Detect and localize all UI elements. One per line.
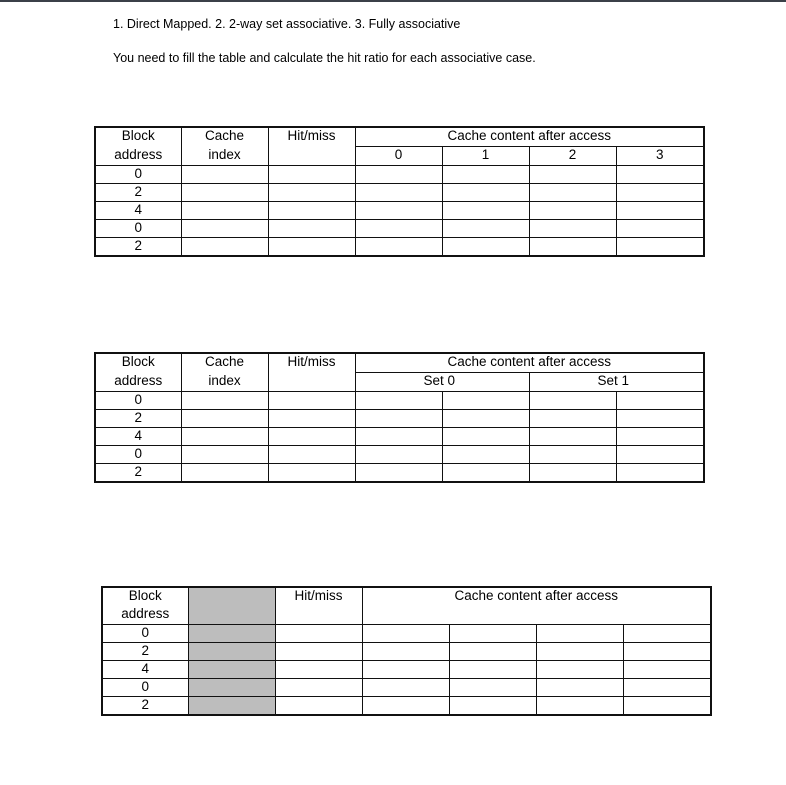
empty-cell[interactable] [616, 446, 704, 464]
empty-cell[interactable] [616, 184, 704, 202]
shaded-cache-index-cell [188, 661, 275, 679]
empty-cell[interactable] [442, 392, 529, 410]
block-address-cell: 2 [95, 464, 181, 483]
hitmiss-header-cont [275, 606, 362, 625]
empty-cell[interactable] [181, 392, 268, 410]
block-address-cell: 2 [95, 238, 181, 257]
cache-content-header-cont [362, 606, 711, 625]
empty-cell[interactable] [442, 238, 529, 257]
table-row [95, 166, 704, 184]
table-row [95, 464, 704, 483]
empty-cell[interactable] [442, 464, 529, 483]
block-address-cell: 0 [95, 446, 181, 464]
block-address-cell: 4 [95, 428, 181, 446]
empty-cell[interactable] [529, 410, 616, 428]
empty-cell[interactable] [442, 166, 529, 184]
top-border [0, 0, 786, 2]
direct-mapped-table [94, 126, 705, 257]
empty-cell[interactable] [449, 625, 536, 643]
empty-cell[interactable] [362, 661, 449, 679]
empty-cell[interactable] [268, 392, 355, 410]
empty-cell[interactable] [616, 202, 704, 220]
empty-cell[interactable] [616, 238, 704, 257]
table-row [95, 428, 704, 446]
shaded-cache-index-cell [188, 587, 275, 606]
empty-cell[interactable] [536, 661, 623, 679]
empty-cell[interactable] [268, 184, 355, 202]
block-header: Block [102, 587, 188, 606]
address-header: address [95, 147, 181, 166]
empty-cell[interactable] [355, 220, 442, 238]
empty-cell[interactable] [536, 643, 623, 661]
empty-cell[interactable] [355, 446, 442, 464]
table-row [95, 220, 704, 238]
set-0-header: Set 0 [355, 373, 529, 392]
index-header: index [181, 147, 268, 166]
index-header: index [181, 373, 268, 392]
hitmiss-header-cont [268, 147, 355, 166]
table-row [95, 392, 704, 410]
empty-cell[interactable] [536, 679, 623, 697]
empty-cell[interactable] [181, 184, 268, 202]
empty-cell[interactable] [623, 625, 711, 643]
hitmiss-header: Hit/miss [268, 127, 355, 147]
block-address-cell: 4 [95, 202, 181, 220]
empty-cell[interactable] [536, 697, 623, 716]
block-address-cell: 4 [102, 661, 188, 679]
empty-cell[interactable] [355, 238, 442, 257]
empty-cell[interactable] [529, 202, 616, 220]
column-2-header: 2 [529, 147, 616, 166]
empty-cell[interactable] [529, 220, 616, 238]
block-address-cell: 0 [95, 220, 181, 238]
empty-cell[interactable] [616, 220, 704, 238]
block-header: Block [95, 353, 181, 373]
empty-cell[interactable] [181, 166, 268, 184]
intro-text: 1. Direct Mapped. 2. 2-way set associative. 3. Fully associative [113, 17, 461, 31]
table-row [102, 625, 711, 643]
cache-content-header: Cache content after access [355, 127, 704, 147]
empty-cell[interactable] [355, 464, 442, 483]
empty-cell[interactable] [616, 464, 704, 483]
empty-cell[interactable] [275, 643, 362, 661]
empty-cell[interactable] [529, 392, 616, 410]
empty-cell[interactable] [181, 238, 268, 257]
table-row [102, 679, 711, 697]
column-0-header: 0 [355, 147, 442, 166]
empty-cell[interactable] [536, 625, 623, 643]
empty-cell[interactable] [268, 464, 355, 483]
empty-cell[interactable] [181, 220, 268, 238]
fully-associative-table [101, 586, 712, 716]
empty-cell[interactable] [442, 184, 529, 202]
empty-cell[interactable] [275, 697, 362, 716]
shaded-cache-index-cell [188, 643, 275, 661]
empty-cell[interactable] [275, 679, 362, 697]
table-row [95, 202, 704, 220]
empty-cell[interactable] [442, 410, 529, 428]
table-row [102, 661, 711, 679]
empty-cell[interactable] [181, 464, 268, 483]
empty-cell[interactable] [623, 679, 711, 697]
empty-cell[interactable] [268, 220, 355, 238]
empty-cell[interactable] [355, 428, 442, 446]
empty-cell[interactable] [623, 643, 711, 661]
hitmiss-header: Hit/miss [275, 587, 362, 606]
empty-cell[interactable] [442, 428, 529, 446]
address-header: address [95, 373, 181, 392]
two-way-set-associative-table [94, 352, 705, 483]
shaded-cache-index-cell [188, 625, 275, 643]
empty-cell[interactable] [181, 410, 268, 428]
empty-cell[interactable] [529, 166, 616, 184]
empty-cell[interactable] [449, 679, 536, 697]
table-row [95, 410, 704, 428]
empty-cell[interactable] [275, 661, 362, 679]
empty-cell[interactable] [268, 238, 355, 257]
empty-cell[interactable] [442, 220, 529, 238]
block-address-cell: 0 [95, 392, 181, 410]
empty-cell[interactable] [529, 464, 616, 483]
empty-cell[interactable] [529, 428, 616, 446]
empty-cell[interactable] [362, 697, 449, 716]
block-address-cell: 2 [102, 697, 188, 716]
column-3-header: 3 [616, 147, 704, 166]
empty-cell[interactable] [362, 643, 449, 661]
table-row [95, 446, 704, 464]
empty-cell[interactable] [275, 625, 362, 643]
empty-cell[interactable] [442, 446, 529, 464]
empty-cell[interactable] [268, 166, 355, 184]
empty-cell[interactable] [623, 697, 711, 716]
column-1-header: 1 [442, 147, 529, 166]
empty-cell[interactable] [181, 202, 268, 220]
empty-cell[interactable] [355, 166, 442, 184]
empty-cell[interactable] [449, 643, 536, 661]
block-address-cell: 2 [95, 410, 181, 428]
empty-cell[interactable] [268, 202, 355, 220]
address-header: address [102, 606, 188, 625]
shaded-cache-index-cell [188, 606, 275, 625]
hitmiss-header-cont [268, 373, 355, 392]
empty-cell[interactable] [268, 446, 355, 464]
empty-cell[interactable] [529, 446, 616, 464]
empty-cell[interactable] [529, 238, 616, 257]
cache-content-header: Cache content after access [362, 587, 711, 606]
shaded-cache-index-cell [188, 679, 275, 697]
set-1-header: Set 1 [529, 373, 704, 392]
empty-cell[interactable] [355, 184, 442, 202]
block-address-cell: 2 [95, 184, 181, 202]
empty-cell[interactable] [355, 410, 442, 428]
block-address-cell: 0 [95, 166, 181, 184]
block-address-cell: 2 [102, 643, 188, 661]
cache-header: Cache [181, 353, 268, 373]
empty-cell[interactable] [616, 410, 704, 428]
table-row [102, 697, 711, 716]
cache-content-header: Cache content after access [355, 353, 704, 373]
shaded-cache-index-cell [188, 697, 275, 716]
empty-cell[interactable] [355, 202, 442, 220]
empty-cell[interactable] [181, 428, 268, 446]
empty-cell[interactable] [616, 428, 704, 446]
table-row [95, 238, 704, 257]
block-address-cell: 0 [102, 625, 188, 643]
empty-cell[interactable] [268, 428, 355, 446]
empty-cell[interactable] [362, 679, 449, 697]
empty-cell[interactable] [623, 661, 711, 679]
empty-cell[interactable] [181, 446, 268, 464]
hitmiss-header: Hit/miss [268, 353, 355, 373]
table-row [95, 184, 704, 202]
empty-cell[interactable] [529, 184, 616, 202]
empty-cell[interactable] [449, 697, 536, 716]
empty-cell[interactable] [616, 166, 704, 184]
empty-cell[interactable] [268, 410, 355, 428]
block-header: Block [95, 127, 181, 147]
empty-cell[interactable] [442, 202, 529, 220]
empty-cell[interactable] [616, 392, 704, 410]
empty-cell[interactable] [355, 392, 442, 410]
instruction-text: You need to fill the table and calculate the hit ratio for each associative case. [113, 51, 536, 65]
empty-cell[interactable] [449, 661, 536, 679]
empty-cell[interactable] [362, 625, 449, 643]
block-address-cell: 0 [102, 679, 188, 697]
cache-header: Cache [181, 127, 268, 147]
table-row [102, 643, 711, 661]
